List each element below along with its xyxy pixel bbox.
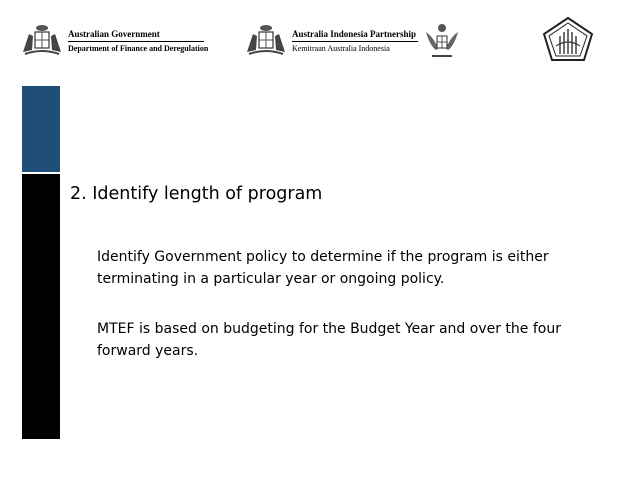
australia-indonesia-partnership-logo (244, 24, 418, 58)
paragraph-1: Identify Government policy to determine if the program is either terminating in a particular year or ongoing policy. (97, 249, 549, 287)
australian-coat-of-arms-icon (20, 24, 64, 58)
partnership-title: Australia Indonesia Partnership (292, 29, 418, 42)
partnership-subtitle: Kemitraan Australia Indonesia (292, 44, 390, 53)
accent-bar-black (22, 174, 60, 439)
ministry-of-finance-emblem-icon (542, 16, 594, 62)
garuda-emblem-icon (424, 22, 460, 60)
accent-bar-blue (22, 86, 60, 172)
gov-title: Australian Government (68, 29, 204, 42)
paragraph-2: MTEF is based on budgeting for the Budget Year and over the four forward years. (97, 321, 561, 359)
australian-coat-of-arms-icon (244, 24, 288, 58)
australian-government-logo (20, 24, 208, 58)
gov-department: Department of Finance and Deregulation (68, 44, 209, 53)
slide-heading: 2. Identify length of program (70, 184, 323, 204)
